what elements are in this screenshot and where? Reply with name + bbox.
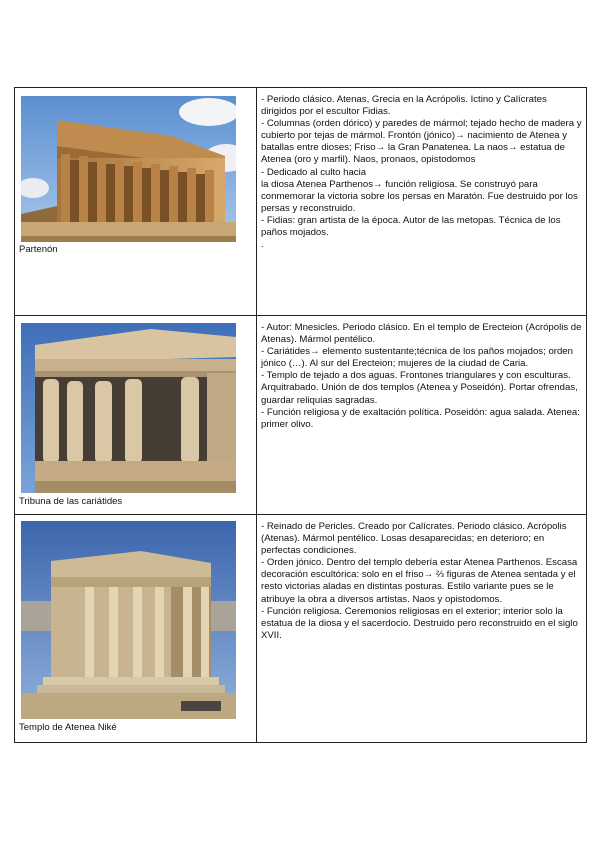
description-line: - Orden jónico. Dentro del templo debería estar Atenea Parthenos. Escasa decoración escultórica: solo en el friso→ ⅔ figuras de Atenea sentada y el resto victorias aladas en distintas posturas. Estilo variante pues se le atribuye la obra a diversos artistas. Naos y opistodomos. bbox=[261, 557, 578, 605]
description-line: - Fidias: gran artista de la época. Autor de las metopas. Técnica de los paños mojados. bbox=[261, 214, 561, 239]
parthenon-photo bbox=[21, 96, 236, 242]
description-cell bbox=[257, 515, 587, 743]
description-line: - Templo de tejado a dos aguas. Frontones triangulares y con esculturas. Arquitrabado. Unión de dos templos (Atenea y Poseidón). Portar ofrendas, guardar reliquias sagradas. bbox=[261, 370, 578, 406]
monument-row-caryatids bbox=[15, 316, 587, 515]
description-line: - Periodo clásico. Atenas, Grecia en la Acrópolis. Ictino y Calícrates dirigidos por el escultor Fidias. bbox=[261, 94, 547, 118]
caryatids-photo bbox=[21, 323, 236, 493]
description-line: - Cariátides→ elemento sustentante;técnica de los paños mojados; orden jónico (…). Al sur del Erecteion; mujeres de la ciudad de Caria. bbox=[261, 346, 573, 370]
monument-row-athena-nike bbox=[15, 515, 587, 743]
image-cell bbox=[15, 316, 257, 515]
description-line: la diosa Atenea Parthenos→ función religiosa. Se construyó para conmemorar la victoria sobre los persas en Maratón. Fue destruido por los persas y reconstruido. bbox=[261, 178, 578, 214]
description-line: - Reinado de Pericles. Creado por Calícrates. Periodo clásico. Acrópolis (Atenas). Mármol pentélico. Losas desaparecidas; en deterioro; en perfectas condiciones. bbox=[261, 521, 567, 557]
monument-row-parthenon bbox=[15, 88, 587, 316]
description-line: - Autor: Mnesicles. Periodo clásico. En el templo de Erecteion (Acrópolis de Atenas). Mármol pentélico. bbox=[261, 322, 582, 346]
description-text bbox=[257, 88, 586, 251]
monument-caption: Partenón bbox=[19, 244, 58, 255]
monuments-sheet bbox=[14, 87, 584, 743]
description-cell bbox=[257, 316, 587, 515]
image-cell bbox=[15, 88, 257, 316]
description-cell bbox=[257, 88, 587, 316]
description-text bbox=[257, 515, 586, 642]
monument-caption: Templo de Atenea Niké bbox=[19, 722, 117, 733]
athena-nike-photo bbox=[21, 521, 236, 719]
image-cell bbox=[15, 515, 257, 743]
description-line: - Dedicado al culto hacia bbox=[261, 166, 367, 178]
description-line: - Columnas (orden dórico) y paredes de mármol; tejado hecho de madera y cubierto por tejas de mármol. Frontón (jónico)→ nacimiento de Atenea y batallas entre dioses; Friso→ la Gran Panatenea. La naos→ estatua de Atenea (oro y marfil). Naos, pronaos, opistodomos bbox=[261, 118, 582, 166]
monuments-table bbox=[14, 87, 587, 743]
monument-caption: Tribuna de las cariátides bbox=[19, 496, 123, 507]
description-line: - Función religiosa y de exaltación política. Poseidón: agua salada. Atenea: primer olivo. bbox=[261, 406, 580, 430]
description-line: - Función religiosa. Ceremonios religiosas en el exterior; interior solo la estatua de la diosa y el sacerdocio. Destruido pero reconstruido en el siglo XVII. bbox=[261, 605, 578, 641]
description-text bbox=[257, 316, 586, 431]
description-line: . bbox=[261, 239, 264, 251]
